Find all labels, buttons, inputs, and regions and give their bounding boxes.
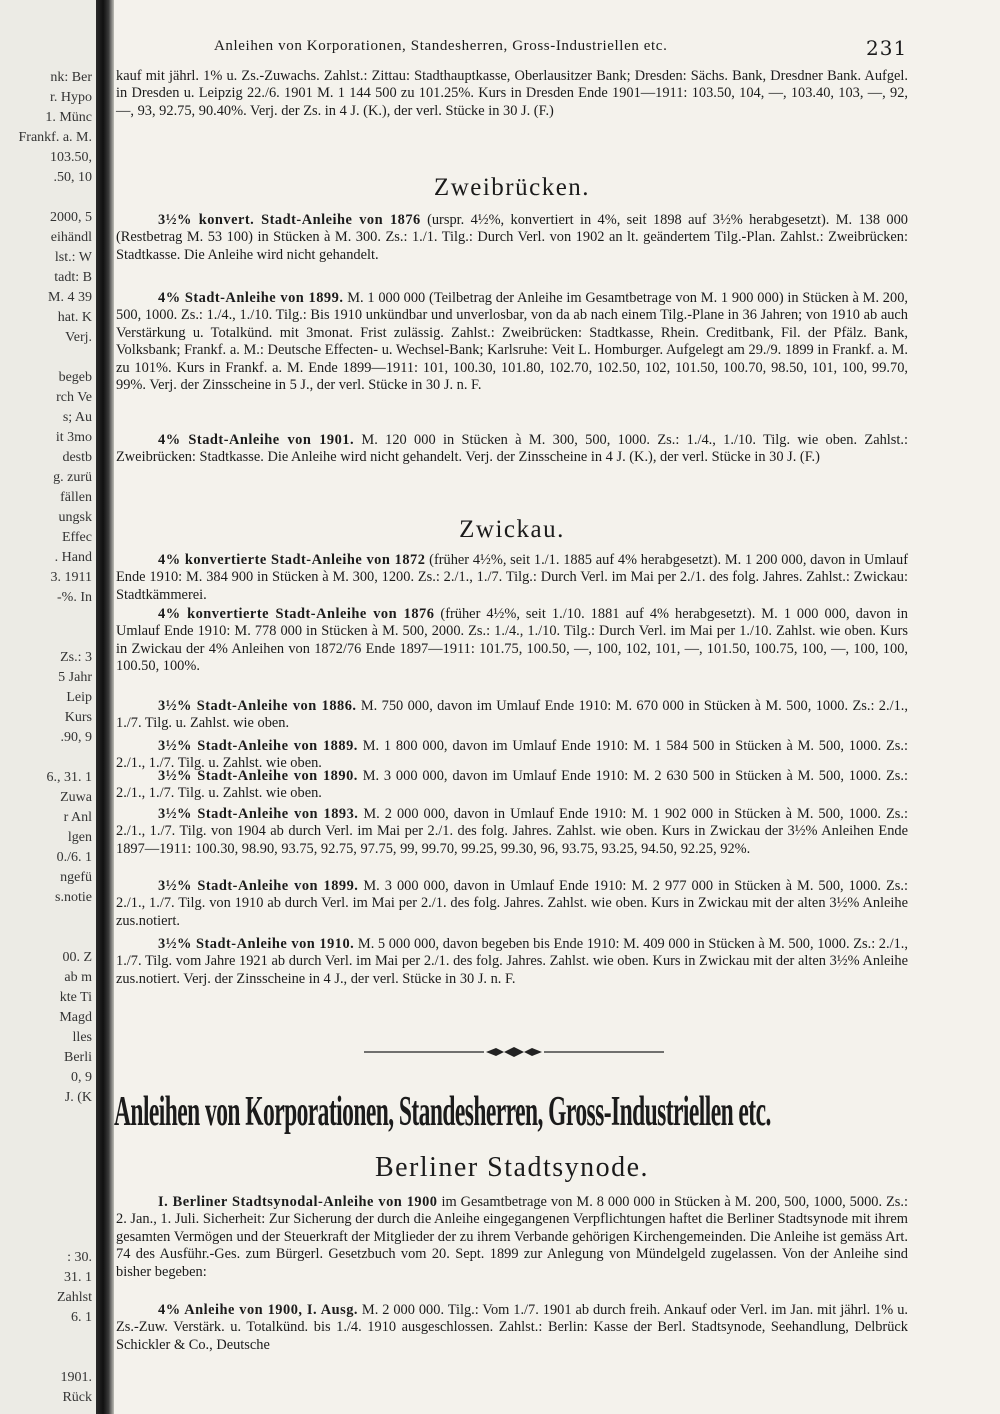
margin-fragment: r. Hypo [50,90,92,105]
margin-fragment: 6., 31. 1 [46,770,92,785]
margin-fragment: M. 4 39 [48,290,92,305]
adjacent-page-margin [0,0,96,1414]
entry-title: 4% konvertierte Stadt-Anleihe von 1876 [158,606,435,622]
margin-fragment: 1. Münc [45,110,92,125]
entry-title: 3½% Stadt-Anleihe von 1890. [158,768,358,784]
entry-zwickau-1890 [116,768,908,803]
entry-berlin-anleihe-1900 [116,1302,908,1354]
margin-fragment: s; Au [62,410,92,425]
section-divider-ornament [364,1046,664,1058]
margin-fragment: Rück [62,1390,92,1405]
entry-text: M. 5 000 000, davon begeben bis Ende 1910: M. 409 000 in Stücken à M. 500, 1000. Zs.: 2./1., 1./7. Tilg. vom Jahre 1921 ab durch Verl. im Mai per 2./1. des folg. Jahres. Zahlst. wie oben. Kurs in Zwickau mit der alten 3½% Anleihe zus.notiert. Verj. der Zinsscheine in 4 J., der verl. Stücke in 30 J. n. F. [116,936,908,987]
margin-fragment: 6. 1 [71,1310,92,1325]
margin-fragment: lles [72,1030,92,1045]
entry-zweibruecken-1899 [116,290,908,394]
margin-fragment: 1901. [60,1370,92,1385]
paragraph-intro: kauf mit jährl. 1% u. Zs.-Zuwachs. Zahlst.: Zittau: Stadthauptkasse, Oberlausitzer Bank; Dresden: Sächs. Bank, Dresdner Bank. Aufgel. in Dresden u. Leipzig 22./6. 1901 M. 1 144 500 zu 101.25%. Kurs in Dresden Ende 1901—1911: 103.50, 104, —, 103.40, 103, —, 92, —, 93, 92.75, 90.40%. Verj. der Zs. in 4 J. (K.), der verl. Stücke in 30 J. (F.) [116,68,908,119]
entry-zwickau-1876 [116,606,908,676]
entry-text: M. 120 000 in Stücken à M. 300, 500, 1000. Zs.: 1./4., 1./10. Tilg. wie oben. Zahlst.: Zweibrücken: Stadtkasse. Die Anleihe wird nicht gehandelt. Verj. der Zinsscheine in 4 J. (K.), der verl. Stücke in 30 J. (F.) [116,432,908,466]
heading-zwickau: Zwickau. [459,516,565,543]
entry-title: I. Berliner Stadtsynodal-Anleihe von 1900 [158,1194,438,1210]
margin-fragment: Zuwa [60,790,92,805]
entry-text: im Gesamtbetrage von M. 8 000 000 in Stücken à M. 200, 500, 1000, 5000. Zs.: 2. Jan., 1. Juli. Sicherheit: Zur Sicherung der durch die Anleihe eingegangenen Verpflichtungen haftet die Berliner Stadtsynode mit ihrem gesamten Vermögen und der Steuerkraft der Mitglieder der zu ihrem Verbande gehörigen Kirchengemeinden. Die Anleihe ist gemäss Art. 74 des Ausführ.-Ges. zum Bürgerl. Gesetzbuch vom 20. Sept. 1899 zur Anlegung von Mündelgeld zugelassen. Von der Anleihe sind bisher begeben: [116,1194,909,1280]
entry-zweibruecken-1876 [116,212,908,264]
margin-fragment: 2000, 5 [50,210,92,225]
margin-fragment: destb [62,450,92,465]
entry-title: 3½% Stadt-Anleihe von 1889. [158,738,358,754]
entry-title: 3½% Stadt-Anleihe von 1899. [158,878,359,894]
entry-title: 4% Anleihe von 1900, I. Ausg. [158,1302,359,1318]
entry-title: 3½% konvert. Stadt-Anleihe von 1876 [158,212,421,228]
margin-fragment: .90, 9 [60,730,92,745]
heading-berliner-stadtsynode: Berliner Stadtsynode. [374,1152,650,1183]
margin-fragment: nk: Ber [50,70,92,85]
margin-fragment: eihändl [50,230,92,245]
margin-fragment: Effec [61,530,92,545]
margin-fragment: Magd [59,1010,92,1025]
margin-fragment: Kurs [64,710,92,725]
margin-fragment: r Anl [63,810,92,825]
section-title: Anleihen von Korporationen, Standesherren, Gross-Industriellen etc. [114,1089,771,1135]
page-number: 231 [866,36,908,60]
margin-fragment: 31. 1 [64,1270,92,1285]
entry-zwickau-1872 [116,552,908,604]
entry-text: M. 1 000 000 (Teilbetrag der Anleihe im Gesamtbetrage von M. 1 900 000) in Stücken à M. 200, 500, 1000. Zs.: 1./4., 1./10. Tilg.: Bis 1910 unkündbar und unverlosbar, von da ab nach einem Tilg.-Plane in 36 Jahren; von 1910 ab auch Verstärkung u. Totalkünd. mit 3monat. Frist zulässig. Zahlst.: Zweibrücken: Stadtkasse, Rhein. Creditbank, Fil. der Pfälz. Bank, Volksbank; Frankf. a. M.: Deutsche Effecten- u. Wechsel-Bank; Karlsruhe: Veit L. Homburger. Aufgelegt am 29./9. 1899 in Frankf. a. M. zu 101%. Kurs in Frankf. a. M. Ende 1899—1911: 101, 100.30, 101.80, 102.70, 102.50, 102, 101.50, 100.70, 98.50, 101, 100, 99.70, 99%. Verj. der Zinsscheine in 5 J., der verl. Stücke in 30 J. n. F. [116,290,908,394]
margin-fragment: 5 Jahr [58,670,92,685]
document-page [114,0,1000,1414]
margin-fragment: 00. Z [62,950,92,965]
margin-fragment: fällen [60,490,92,505]
entry-zwickau-1899 [116,878,908,930]
margin-fragment: hat. K [57,310,92,325]
margin-fragment: J. (K [64,1090,92,1105]
margin-fragment: s.notie [55,890,92,905]
margin-fragment: it 3mo [55,430,92,445]
entry-title: 3½% Stadt-Anleihe von 1893. [158,806,359,822]
entry-berlin-stadtsynode-1900 [116,1194,908,1281]
margin-fragment: tadt: B [54,270,92,285]
margin-fragment: begeb [58,370,92,385]
margin-fragment: g. zurü [53,470,92,485]
margin-fragment: Berli [64,1050,92,1065]
margin-fragment: Verj. [65,330,92,345]
margin-fragment: ab m [64,970,92,985]
entry-text: (früher 4½%, seit 1./10. 1881 auf 4% herabgesetzt). M. 1 000 000, davon in Umlauf Ende 1910: M. 778 000 in Stücken à M. 500, 2000. Zs.: 1./4., 1./10. Tilg.: Durch Verl. im Mai per 1./10. Zahlst. wie oben. Kurs in Zwickau der 4% Anleihen von 1872/76 Ende 1897—1911: 101.75, 100.50, —, 100, 102, 101, —, 101.50, 100.75, 100, —, 100, 100, 100.50, 100%. [116,606,908,675]
entry-zwickau-1910 [116,936,908,988]
entry-title: 4% konvertierte Stadt-Anleihe von 1872 [158,552,426,568]
margin-fragment: 0./6. 1 [56,850,92,865]
margin-fragment: -%. In [57,590,92,605]
margin-fragment: . Hand [54,550,92,565]
margin-fragment: 3. 1911 [50,570,92,585]
running-header: Anleihen von Korporationen, Standesherren, Gross-Industriellen etc. [214,38,668,54]
entry-text: M. 2 000 000. Tilg.: Vom 1./7. 1901 ab durch freih. Ankauf oder Verl. im Jan. mit jährl. 1% u. Zs.-Zuw. Verstärk. u. Totalkünd. bis 1./4. 1910 ausgeschlossen. Zahlst.: Berlin: Kasse der Berl. Stadtsynode, Seehandlung, Delbrück Schickler & Co., Deutsche [116,1302,908,1353]
book-gutter [96,0,114,1414]
entry-title: 4% Stadt-Anleihe von 1901. [158,432,355,448]
entry-title: 4% Stadt-Anleihe von 1899. [158,290,344,306]
entry-text: (urspr. 4½%, konvertiert in 4%, seit 1898 auf 3½% herabgesetzt). M. 138 000 (Restbetrag M. 53 100) in Stücken à M. 300. Zs.: 1./1. Tilg.: Durch Verl. von 1902 an lt. geändertem Tilg.-Plan. Zahlst.: Zweibrücken: Stadtkasse. Die Anleihe wird nicht gehandelt. [116,212,908,263]
margin-fragment: Zahlst [57,1290,92,1305]
margin-fragment: kte Ti [59,990,92,1005]
margin-fragment: lgen [67,830,92,845]
margin-fragment: Frankf. a. M. [18,130,92,145]
margin-fragment: Zs.: 3 [60,650,92,665]
entry-text: (früher 4½%, seit 1./1. 1885 auf 4% herabgesetzt). M. 1 200 000, davon in Umlauf Ende 1910: M. 384 900 in Stücken à M. 300, 1200. Zs.: 2./1., 1./7. Tilg.: Durch Verl. im Mai per 2./1. des folg. Jahres. Zahlst.: Zwickau: Stadtkämmerei. [116,552,908,603]
margin-fragment: : 30. [67,1250,92,1265]
entry-text: M. 3 000 000, davon in Umlauf Ende 1910: M. 2 977 000 in Stücken à M. 500, 1000. Zs.: 2./1., 1./7. Tilg. von 1910 ab durch Verl. im Mai per 2./1. des folg. Jahres. Zahlst. wie oben. Kurs in Zwickau mit der alten 3½% Anleihe zus.notiert. [116,878,908,929]
entry-zwickau-1886 [116,698,908,733]
entry-title: 3½% Stadt-Anleihe von 1886. [158,698,357,714]
margin-fragment: 103.50, [50,150,92,165]
entry-text: M. 1 800 000, davon im Umlauf Ende 1910: M. 1 584 500 in Stücken à M. 500, 1000. Zs.: 2./1., 1./7. Tilg. u. Zahlst. wie oben. [116,738,908,772]
margin-fragment: 0, 9 [71,1070,92,1085]
margin-fragment: lst.: W [54,250,92,265]
entry-text: M. 750 000, davon im Umlauf Ende 1910: M. 670 000 in Stücken à M. 500, 1000. Zs.: 2./1., 1./7. Tilg. u. Zahlst. wie oben. [116,698,908,732]
entry-text: M. 2 000 000, davon in Umlauf Ende 1910: M. 1 902 000 in Stücken à M. 500, 1000. Zs.: 2./1., 1./7. Tilg. von 1904 ab durch Verl. im Mai per 2./1. des folg. Jahres. Zahlst. wie oben. Kurs in Zwickau der 3½% Anleihen Ende 1897—1911: 100.30, 98.90, 93.75, 92.75, 97.75, 99, 99.70, 99.25, 99.30, 96, 93.75, 93.25, 94.50, 92.25, 92%. [116,806,908,857]
entry-zwickau-1893 [116,806,908,858]
margin-fragment: .50, 10 [53,170,92,185]
margin-fragment: Leip [66,690,92,705]
entry-text: M. 3 000 000, davon im Umlauf Ende 1910: M. 2 630 500 in Stücken à M. 500, 1000. Zs.: 2./1., 1./7. Tilg. u. Zahlst. wie oben. [116,768,908,802]
heading-zweibruecken: Zweibrücken. [433,174,591,201]
margin-fragment: rch Ve [56,390,92,405]
margin-fragment: ungsk [58,510,92,525]
margin-fragment: ngefü [60,870,92,885]
entry-zweibruecken-1901 [116,432,908,467]
entry-title: 3½% Stadt-Anleihe von 1910. [158,936,355,952]
